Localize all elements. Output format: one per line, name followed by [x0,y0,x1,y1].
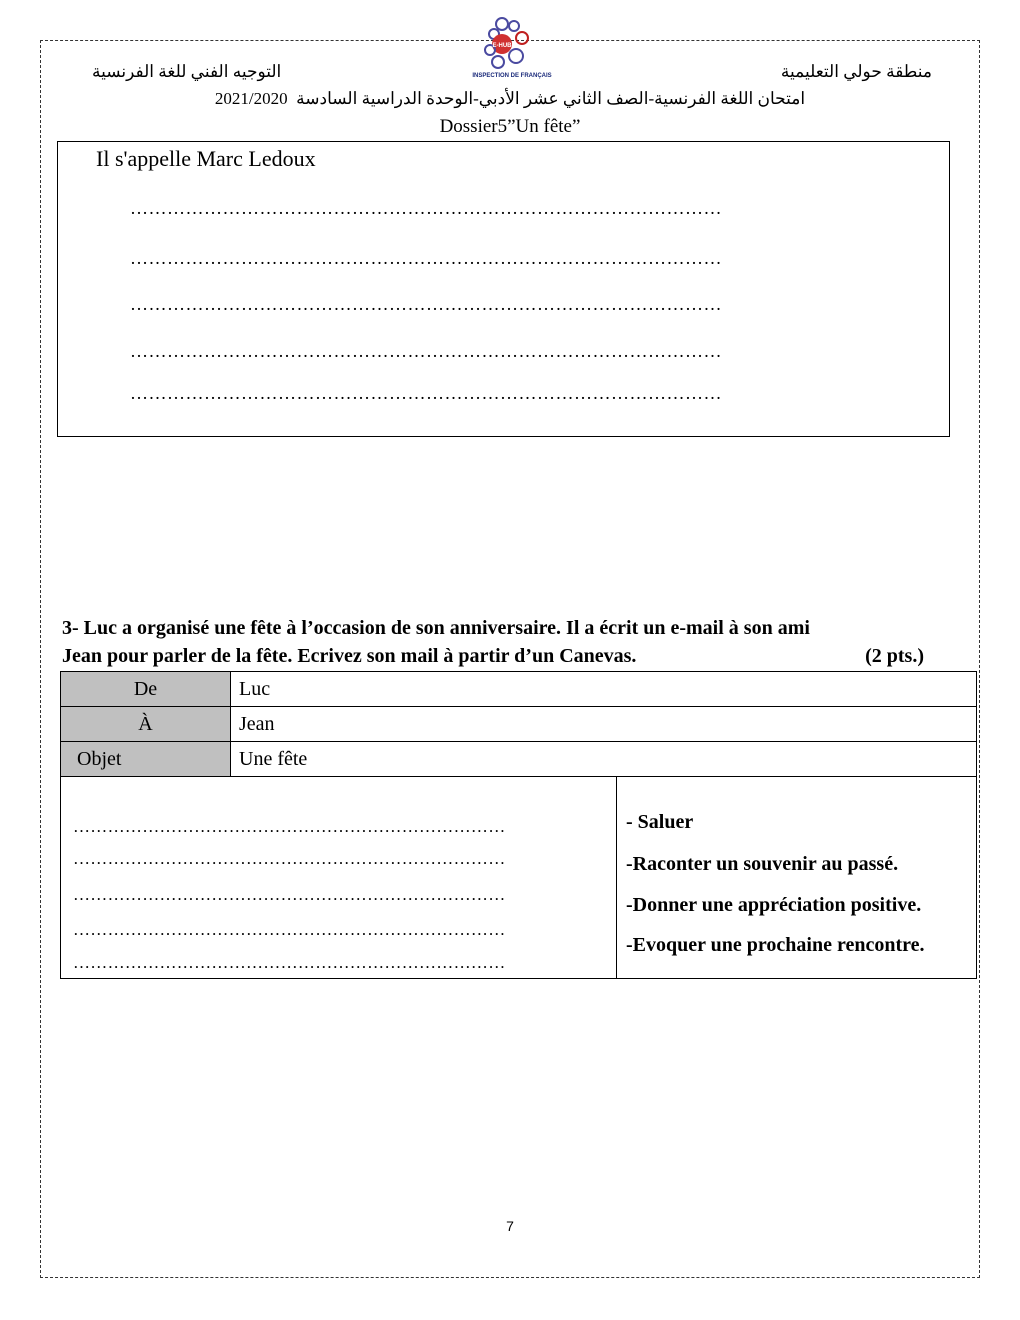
department-name: التوجيه الفني للغة الفرنسية [92,62,282,81]
answer-dotted-line[interactable]: …………………………………………………………………………………… [130,198,722,218]
question-3 [62,614,942,670]
mail-dotted-line[interactable]: ………………………………………………………………… [73,849,506,868]
answer-dotted-line[interactable]: …………………………………………………………………………………… [130,383,722,403]
exam-title-text: امتحان اللغة الفرنسية-الصف الثاني عشر الأدبي-الوحدة الدراسية السادسة [296,89,806,108]
exam-title [190,89,830,109]
canevas-item: - Saluer [626,811,694,833]
answer-box [57,141,950,437]
answer-dotted-line[interactable]: …………………………………………………………………………………… [130,341,722,361]
question-line-2: Jean pour parler de la fête. Ecrivez son mail à partir d’un Canevas. [62,645,637,667]
mail-label-subject: Objet [61,742,231,777]
mail-header-table [60,671,977,777]
district-name: منطقة حولي التعليمية [780,62,932,81]
mail-dotted-line[interactable]: ………………………………………………………………… [73,885,506,904]
mail-value-to[interactable]: Jean [231,707,977,742]
dossier-title: Dossier5”Un fête” [439,116,581,137]
canevas-item: -Donner une appréciation positive. [626,894,922,916]
mail-label-to: À [61,707,231,742]
mail-value-subject[interactable]: Une fête [231,742,977,777]
answer-dotted-line[interactable]: …………………………………………………………………………………… [130,248,722,268]
page-number: 7 [506,1218,514,1234]
question-points: (2 pts.) [865,645,924,667]
question-line-1: 3- Luc a organisé une fête à l’occasion de son anniversaire. Il a écrit un e-mail à son ami [62,617,810,639]
answer-first-line: Il s'appelle Marc Ledoux [96,146,316,171]
canevas-item: -Raconter un souvenir au passé. [626,853,899,875]
canevas-item: -Evoquer une prochaine rencontre. [626,934,925,956]
logo-text: E-HUB [492,43,512,49]
mail-dotted-line[interactable]: ………………………………………………………………… [73,920,506,939]
mail-label-from: De [61,672,231,707]
exam-year: 2021/2020 [214,89,288,108]
mail-row-to [61,707,977,742]
mail-body-table [60,777,977,979]
mail-dotted-line[interactable]: ………………………………………………………………… [73,953,506,972]
mail-row-subject [61,742,977,777]
column-divider [616,777,617,978]
mail-row-from [61,672,977,707]
logo-caption: INSPECTION DE FRANÇAIS [462,73,562,79]
mail-value-from[interactable]: Luc [231,672,977,707]
answer-dotted-line[interactable]: …………………………………………………………………………………… [130,294,722,314]
mail-dotted-line[interactable]: ………………………………………………………………… [73,817,506,836]
